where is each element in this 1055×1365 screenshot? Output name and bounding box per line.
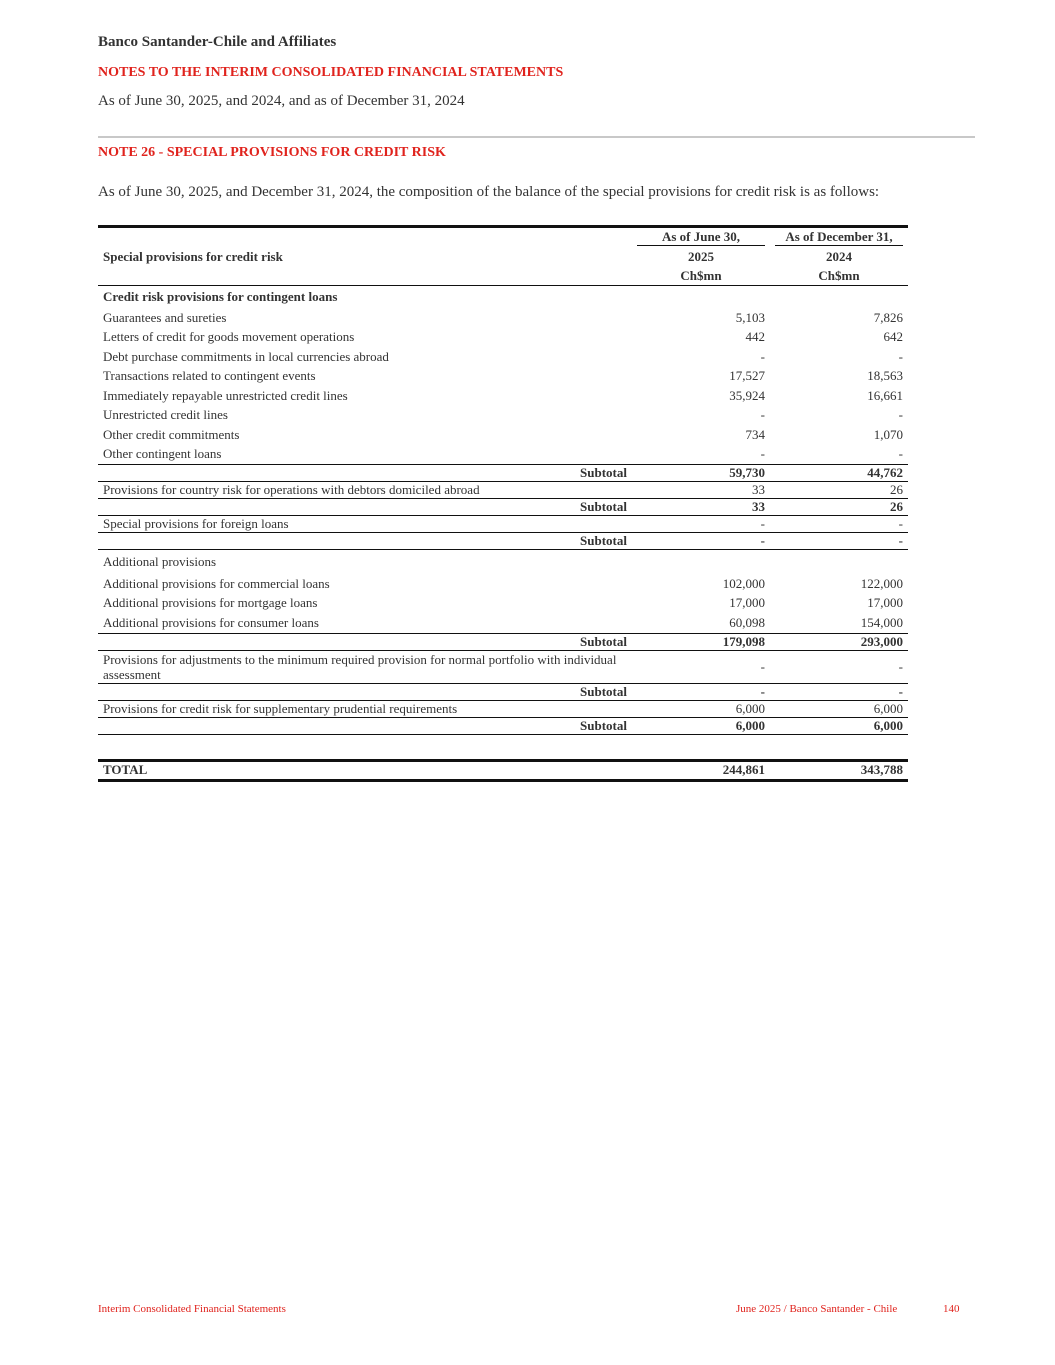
value-2024: -	[898, 446, 903, 462]
table-row	[98, 516, 908, 533]
provisions-table	[98, 225, 908, 782]
row-label: Credit risk provisions for contingent loans	[98, 286, 632, 309]
value-2024: 154,000	[860, 614, 903, 630]
value-2024: 44,762	[770, 465, 908, 482]
table-row	[98, 308, 908, 328]
value-2025: 442	[745, 329, 765, 345]
table-row	[98, 286, 908, 309]
table-row	[98, 386, 908, 406]
value-2025: -	[760, 516, 765, 531]
value-2024: -	[898, 348, 903, 364]
label-header: Special provisions for credit risk	[98, 227, 632, 286]
subtotal-row	[98, 633, 908, 650]
subtotal-row	[98, 499, 908, 516]
subtotal-row	[98, 683, 908, 700]
col1-unit: Ch$mn	[680, 267, 722, 283]
value-2025: 33	[632, 499, 770, 516]
value-2024: 6,000	[873, 700, 903, 716]
value-2025: 102,000	[722, 575, 765, 591]
total-row	[98, 760, 908, 780]
value-2025: 6,000	[632, 717, 770, 734]
table-row	[98, 550, 908, 575]
value-2025: -	[760, 348, 765, 364]
table-row	[98, 482, 908, 499]
footer-right: June 2025 / Banco Santander - Chile	[736, 1303, 898, 1315]
row-label: Subtotal	[98, 717, 632, 734]
value-2025: -	[760, 659, 765, 674]
col2-year: 2024	[826, 248, 852, 264]
value-2024: 26	[890, 482, 903, 497]
value-2024: -	[770, 533, 908, 550]
col1-year: 2025	[688, 248, 714, 264]
value-2025: 179,098	[632, 633, 770, 650]
footer-left: Interim Consolidated Financial Statements	[98, 1303, 286, 1315]
value-2024: -	[770, 683, 908, 700]
row-label: Special provisions for foreign loans	[103, 516, 289, 531]
value-2024: 7,826	[873, 309, 903, 325]
row-label: Subtotal	[98, 499, 632, 516]
value-2024: 6,000	[770, 717, 908, 734]
value-2025: 6,000	[735, 700, 765, 716]
value-2025: -	[632, 533, 770, 550]
value-2024: -	[898, 407, 903, 423]
value-2025	[632, 734, 770, 760]
row-label: Subtotal	[98, 633, 632, 650]
value-2024: 16,661	[867, 387, 903, 403]
company-name: Banco Santander-Chile and Affiliates	[98, 34, 337, 50]
row-label: Additional provisions for commercial loans	[103, 575, 330, 591]
col2-unit: Ch$mn	[818, 267, 860, 283]
table-row	[98, 734, 908, 760]
note-title: NOTE 26 - SPECIAL PROVISIONS FOR CREDIT RISK	[98, 145, 446, 160]
row-label: Other credit commitments	[103, 426, 240, 442]
value-2025: 59,730	[632, 465, 770, 482]
value-2025: 5,103	[735, 309, 765, 325]
row-label: Unrestricted credit lines	[103, 407, 228, 423]
page-number: 140	[943, 1303, 960, 1315]
value-2025: -	[760, 446, 765, 462]
row-label: Guarantees and sureties	[103, 309, 227, 325]
row-label: Subtotal	[98, 465, 632, 482]
note-intro: As of June 30, 2025, and December 31, 2024, the composition of the balance of the special provisions for credit risk is as follows:	[98, 184, 880, 200]
col1-header: As of June 30,	[637, 229, 765, 246]
value-2024: 642	[883, 329, 903, 345]
value-2025: 17,527	[729, 368, 765, 384]
table-row	[98, 700, 908, 717]
subtotal-row	[98, 533, 908, 550]
row-label: Other contingent loans	[103, 446, 222, 462]
value-2025: 17,000	[729, 595, 765, 611]
row-label: Additional provisions for consumer loans	[103, 614, 319, 630]
row-label	[98, 734, 632, 760]
table-row	[98, 594, 908, 614]
notes-title: NOTES TO THE INTERIM CONSOLIDATED FINANCIAL STATEMENTS	[98, 65, 564, 80]
header-divider	[98, 136, 975, 138]
row-label: Subtotal	[98, 533, 632, 550]
value-2025: 60,098	[729, 614, 765, 630]
table-row	[98, 445, 908, 465]
value-2024: 1,070	[873, 426, 903, 442]
row-label: TOTAL	[98, 760, 632, 780]
table-row	[98, 574, 908, 594]
value-2025: 244,861	[632, 760, 770, 780]
value-2024: -	[898, 659, 903, 674]
row-label: Provisions for credit risk for supplementary prudential requirements	[103, 700, 458, 716]
value-2024	[770, 286, 908, 309]
value-2024: -	[898, 516, 903, 531]
subtotal-row	[98, 465, 908, 482]
table-row	[98, 347, 908, 367]
value-2024: 26	[770, 499, 908, 516]
row-label: Provisions for country risk for operations with debtors domiciled abroad	[103, 482, 480, 497]
row-label: Additional provisions	[103, 554, 217, 569]
table-row	[98, 613, 908, 633]
table-row	[98, 406, 908, 426]
value-2024	[770, 550, 908, 575]
value-2024: 343,788	[770, 760, 908, 780]
row-label: Additional provisions for mortgage loans	[103, 595, 318, 611]
table-header-row	[98, 227, 908, 248]
value-2025	[632, 286, 770, 309]
value-2024: 18,563	[867, 368, 903, 384]
value-2024: 17,000	[867, 595, 903, 611]
subtotal-row	[98, 717, 908, 734]
value-2024: 122,000	[860, 575, 903, 591]
table-row	[98, 650, 908, 683]
value-2025: -	[760, 407, 765, 423]
row-label: Immediately repayable unrestricted credit lines	[103, 387, 348, 403]
row-label: Debt purchase commitments in local currencies abroad	[103, 348, 389, 364]
table-row	[98, 367, 908, 387]
value-2025: 35,924	[729, 387, 765, 403]
value-2025	[632, 550, 770, 575]
value-2025: 734	[745, 426, 765, 442]
value-2025: -	[632, 683, 770, 700]
table-row	[98, 328, 908, 348]
value-2024: 293,000	[770, 633, 908, 650]
row-label: Subtotal	[98, 683, 632, 700]
value-2024	[770, 734, 908, 760]
table-row	[98, 425, 908, 445]
row-label: Provisions for adjustments to the minimum required provision for normal portfolio with individual assessment	[103, 651, 617, 682]
col2-header: As of December 31,	[775, 229, 903, 246]
row-label: Transactions related to contingent events	[103, 368, 316, 384]
row-label: Letters of credit for goods movement operations	[103, 329, 355, 345]
value-2025: 33	[752, 482, 765, 497]
date-line: As of June 30, 2025, and 2024, and as of December 31, 2024	[98, 93, 465, 109]
